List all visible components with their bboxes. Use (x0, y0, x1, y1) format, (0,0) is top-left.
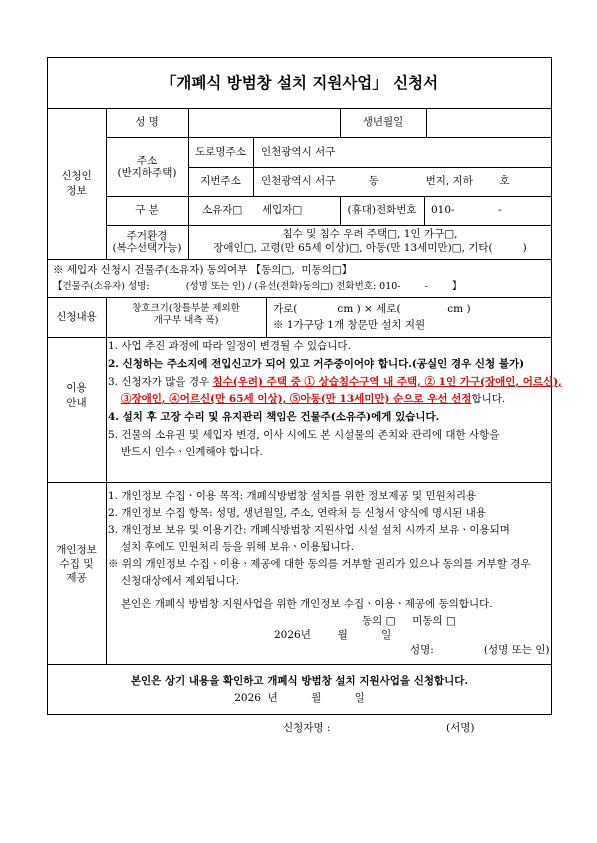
birth-label: 생년월일 (362, 116, 404, 128)
window-size-field[interactable]: 가로( cm ) × 세로( cm ) (273, 303, 471, 315)
divider (106, 137, 552, 138)
guide-item-5-cont: 반드시 인수ㆍ인계해야 합니다. (121, 446, 263, 458)
guide-item-1: 1. 사업 추진 과정에 따라 일정이 변경될 수 있습니다. (108, 340, 351, 352)
application-date[interactable]: 2026 년 월 일 (234, 692, 365, 704)
phone-label: (휴대)전화번호 (347, 204, 417, 216)
window-note: ※ 1가구당 1개 창문만 설치 지원 (273, 319, 426, 331)
owner-checkbox[interactable]: 소유자□ (202, 204, 243, 216)
phone-field[interactable]: 010- - (431, 204, 502, 216)
birth-field[interactable] (427, 109, 551, 136)
env-options-line1[interactable]: 침수 및 침수 우려 주택□, 1인 가구□, (282, 228, 458, 240)
divider (47, 259, 552, 260)
env-label: 주거환경 (복수선택가능) (112, 230, 182, 254)
privacy-label: 개인정보 수집 및 제공 (56, 544, 97, 584)
guide-item-4: 4. 설치 후 고장 수리 및 유지관리 책임은 건물주(소유주)에게 있습니다. (108, 411, 440, 423)
privacy-signature[interactable]: 성명: (성명 또는 인) (410, 644, 550, 656)
road-address-label: 도로명주소 (195, 146, 246, 158)
guide-item-5: 5. 건물의 소유권 및 세입자 변경, 이사 시에도 본 시설물의 존치와 관리에 대한 사항을 (108, 429, 500, 441)
privacy-date[interactable]: 2026년 월 일 (274, 629, 392, 641)
guide-item-2: 2. 신청하는 주소지에 전입신고가 되어 있고 거주중이어야 합니다.(공실인 경우 신청 불가) (108, 358, 525, 370)
divider (253, 137, 254, 196)
request-label: 신청내용 (56, 311, 97, 323)
divider (47, 664, 552, 665)
guide-item-3-cont: ③장애인, ④어르신(만 65세 이상), ⑤아동(만 13세미만) 순으로 우선 선정합니다. (121, 393, 506, 405)
applicant-signature[interactable]: (서명) (446, 722, 475, 734)
application-statement: 본인은 상기 내용을 확인하고 개폐식 방범창 설치 지원사업을 신청합니다. (130, 675, 469, 687)
guide-item-3: 3. 신청자가 많을 경우 침수(우려) 주택 중 ① 상습침수구역 내 주택, ② 1인 가구(장애인, 어르신), (108, 376, 562, 388)
lot-address-field[interactable]: 인천광역시 서구 동 번지, 지하 호 (261, 175, 510, 187)
divider (188, 167, 552, 168)
address-label: 주소 (반지하주택) (117, 155, 177, 179)
divider (47, 482, 552, 483)
privacy-item-1: 1. 개인정보 수집ㆍ이용 목적: 개폐식방범창 설치를 위한 정보제공 및 민원처리용 (108, 490, 477, 502)
type-label: 구 분 (135, 204, 159, 216)
divider (47, 337, 552, 338)
divider (106, 196, 552, 197)
lot-address-label: 지번주소 (200, 175, 241, 187)
name-label: 성 명 (135, 116, 159, 128)
divider (106, 225, 552, 226)
divider (106, 337, 107, 664)
tenant-consent-line1[interactable]: ※ 세입자 신청시 건물주(소유자) 동의여부 【동의□, 미동의□】 (53, 264, 353, 276)
privacy-item-3-cont: 설치 후에도 민원처리 등을 위해 보유ㆍ이용됩니다. (121, 541, 355, 553)
applicant-section-label: 신청인 정보 (61, 170, 92, 197)
guide-label: 이용 안내 (66, 382, 87, 409)
applicant-name-label: 신청자명 : (283, 722, 331, 734)
privacy-note-cont: 신청대상에서 제외됩니다. (121, 575, 240, 587)
privacy-item-2: 2. 개인정보 수집 항목: 성명, 생년월일, 주소, 연락처 등 신청서 양식에 명시된 내용 (108, 507, 487, 519)
name-field[interactable] (189, 109, 339, 136)
divider (266, 297, 267, 337)
privacy-consent-checkboxes[interactable]: 동의 □ 미동의 □ (362, 615, 456, 627)
tenant-consent-line2[interactable]: 【건물주(소유자) 성명: (성명 또는 인) / (유선(전화)동의□) 전화번호: 010- - 】 (53, 281, 462, 292)
tenant-checkbox[interactable]: 세입자□ (262, 204, 303, 216)
env-options-line2[interactable]: 장애인□, 고령(만 65세 이상)□, 아동(만 13세미만)□, 기타( ) (213, 242, 527, 254)
form-title: 「개폐식 방범창 설치 지원사업」 신청서 (160, 74, 439, 92)
divider (47, 297, 552, 298)
privacy-consent-text: 본인은 개폐식 방범창 지원사업을 위한 개인정보 수집ㆍ이용ㆍ제공에 동의합니다. (121, 598, 493, 610)
privacy-note: ※ 위의 개인정보 수집ㆍ이용ㆍ제공에 대한 동의를 거부할 권리가 있으나 동의를 거부할 경우 (108, 558, 531, 570)
window-size-label: 창호크기(창틀부분 제외한 개구부 내측 폭) (132, 303, 240, 326)
privacy-item-3: 3. 개인정보 보유 및 이용기간: 개폐식방범창 지원사업 시설 설치 시까지 보유ㆍ이용되며 (108, 524, 510, 536)
road-address-field[interactable]: 인천광역시 서구 (261, 146, 336, 158)
divider (424, 196, 425, 225)
